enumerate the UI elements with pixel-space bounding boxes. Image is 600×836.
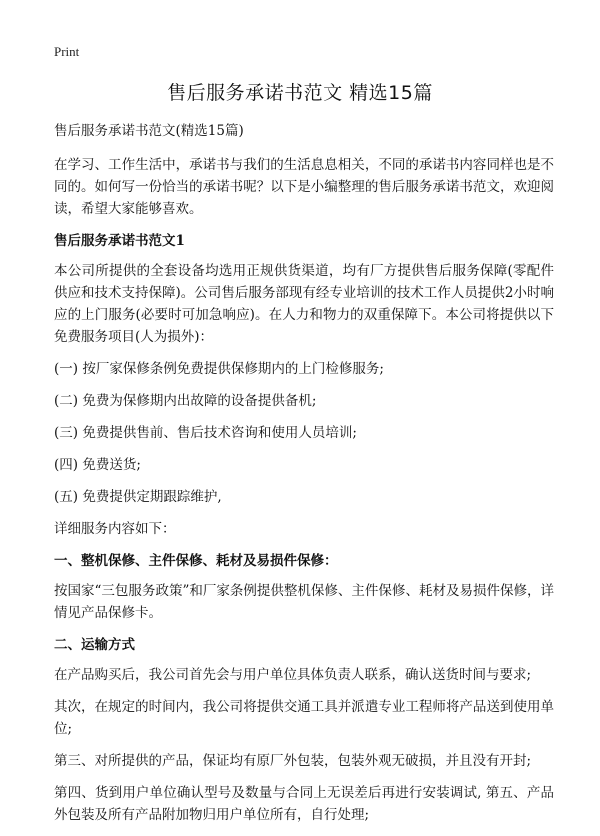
transport-paragraph: 其次，在规定的时间内，我公司将提供交通工具并派遣专业工程师将产品送到使用单位; — [54, 699, 554, 737]
list-item: (四) 免费送货; — [54, 457, 141, 473]
section-paragraph: 本公司所提供的全套设备均选用正规供货渠道，均有厂方提供售后服务保障(零配件供应和技术支持保障)。公司售后服务部现有经专业培训的技术工作人员提供2小时响应的上门服务(必要时可加急响应)。在人力和物力的双重保障下。本公司将提供以下免费服务项目(人为损外)： — [54, 263, 554, 345]
list-item: (一) 按厂家保修条例免费提供保修期内的上门检修服务; — [54, 361, 384, 377]
list-item: (二) 免费为保修期内出故障的设备提供备机; — [54, 393, 317, 409]
intro-paragraph: 在学习、工作生活中，承诺书与我们的生活息息相关，不同的承诺书内容同样也是不同的。如何写一份恰当的承诺书呢？以下是小编整理的售后服务承诺书范文，欢迎阅读，希望大家能够喜欢。 — [54, 157, 554, 217]
warranty-heading: 一、整机保修、主件保修、耗材及易损件保修： — [54, 553, 338, 569]
warranty-paragraph: 按国家“三包服务政策”和厂家条例提供整机保修、主件保修、耗材及易损件保修，详情见产品保修卡。 — [54, 583, 554, 621]
transport-heading: 二、运输方式 — [54, 637, 135, 653]
print-link[interactable]: Print — [54, 44, 80, 59]
transport-paragraph: 第四、货到用户单位确认型号及数量与合同上无误差后再进行安装调试, 第五、产品外包装及所有产品附加物归用户单位所有，自行处理; — [54, 785, 554, 823]
document-body — [54, 120, 554, 836]
list-item: (五) 免费提供定期跟踪维护, — [54, 489, 222, 505]
section-heading: 售后服务承诺书范文1 — [54, 233, 185, 249]
document-subtitle: 售后服务承诺书范文(精选15篇) — [54, 123, 244, 139]
transport-paragraph: 第三、对所提供的产品，保证均有原厂外包装，包装外观无破损，并且没有开封; — [54, 753, 532, 769]
transport-paragraph: 在产品购买后，我公司首先会与用户单位具体负责人联系，确认送货时间与要求; — [54, 667, 532, 683]
list-item: (三) 免费提供售前、售后技术咨询和使用人员培训; — [54, 425, 357, 441]
details-intro: 详细服务内容如下： — [54, 521, 176, 537]
page-title: 售后服务承诺书范文 精选15篇 — [167, 82, 433, 104]
service-list — [54, 358, 554, 508]
